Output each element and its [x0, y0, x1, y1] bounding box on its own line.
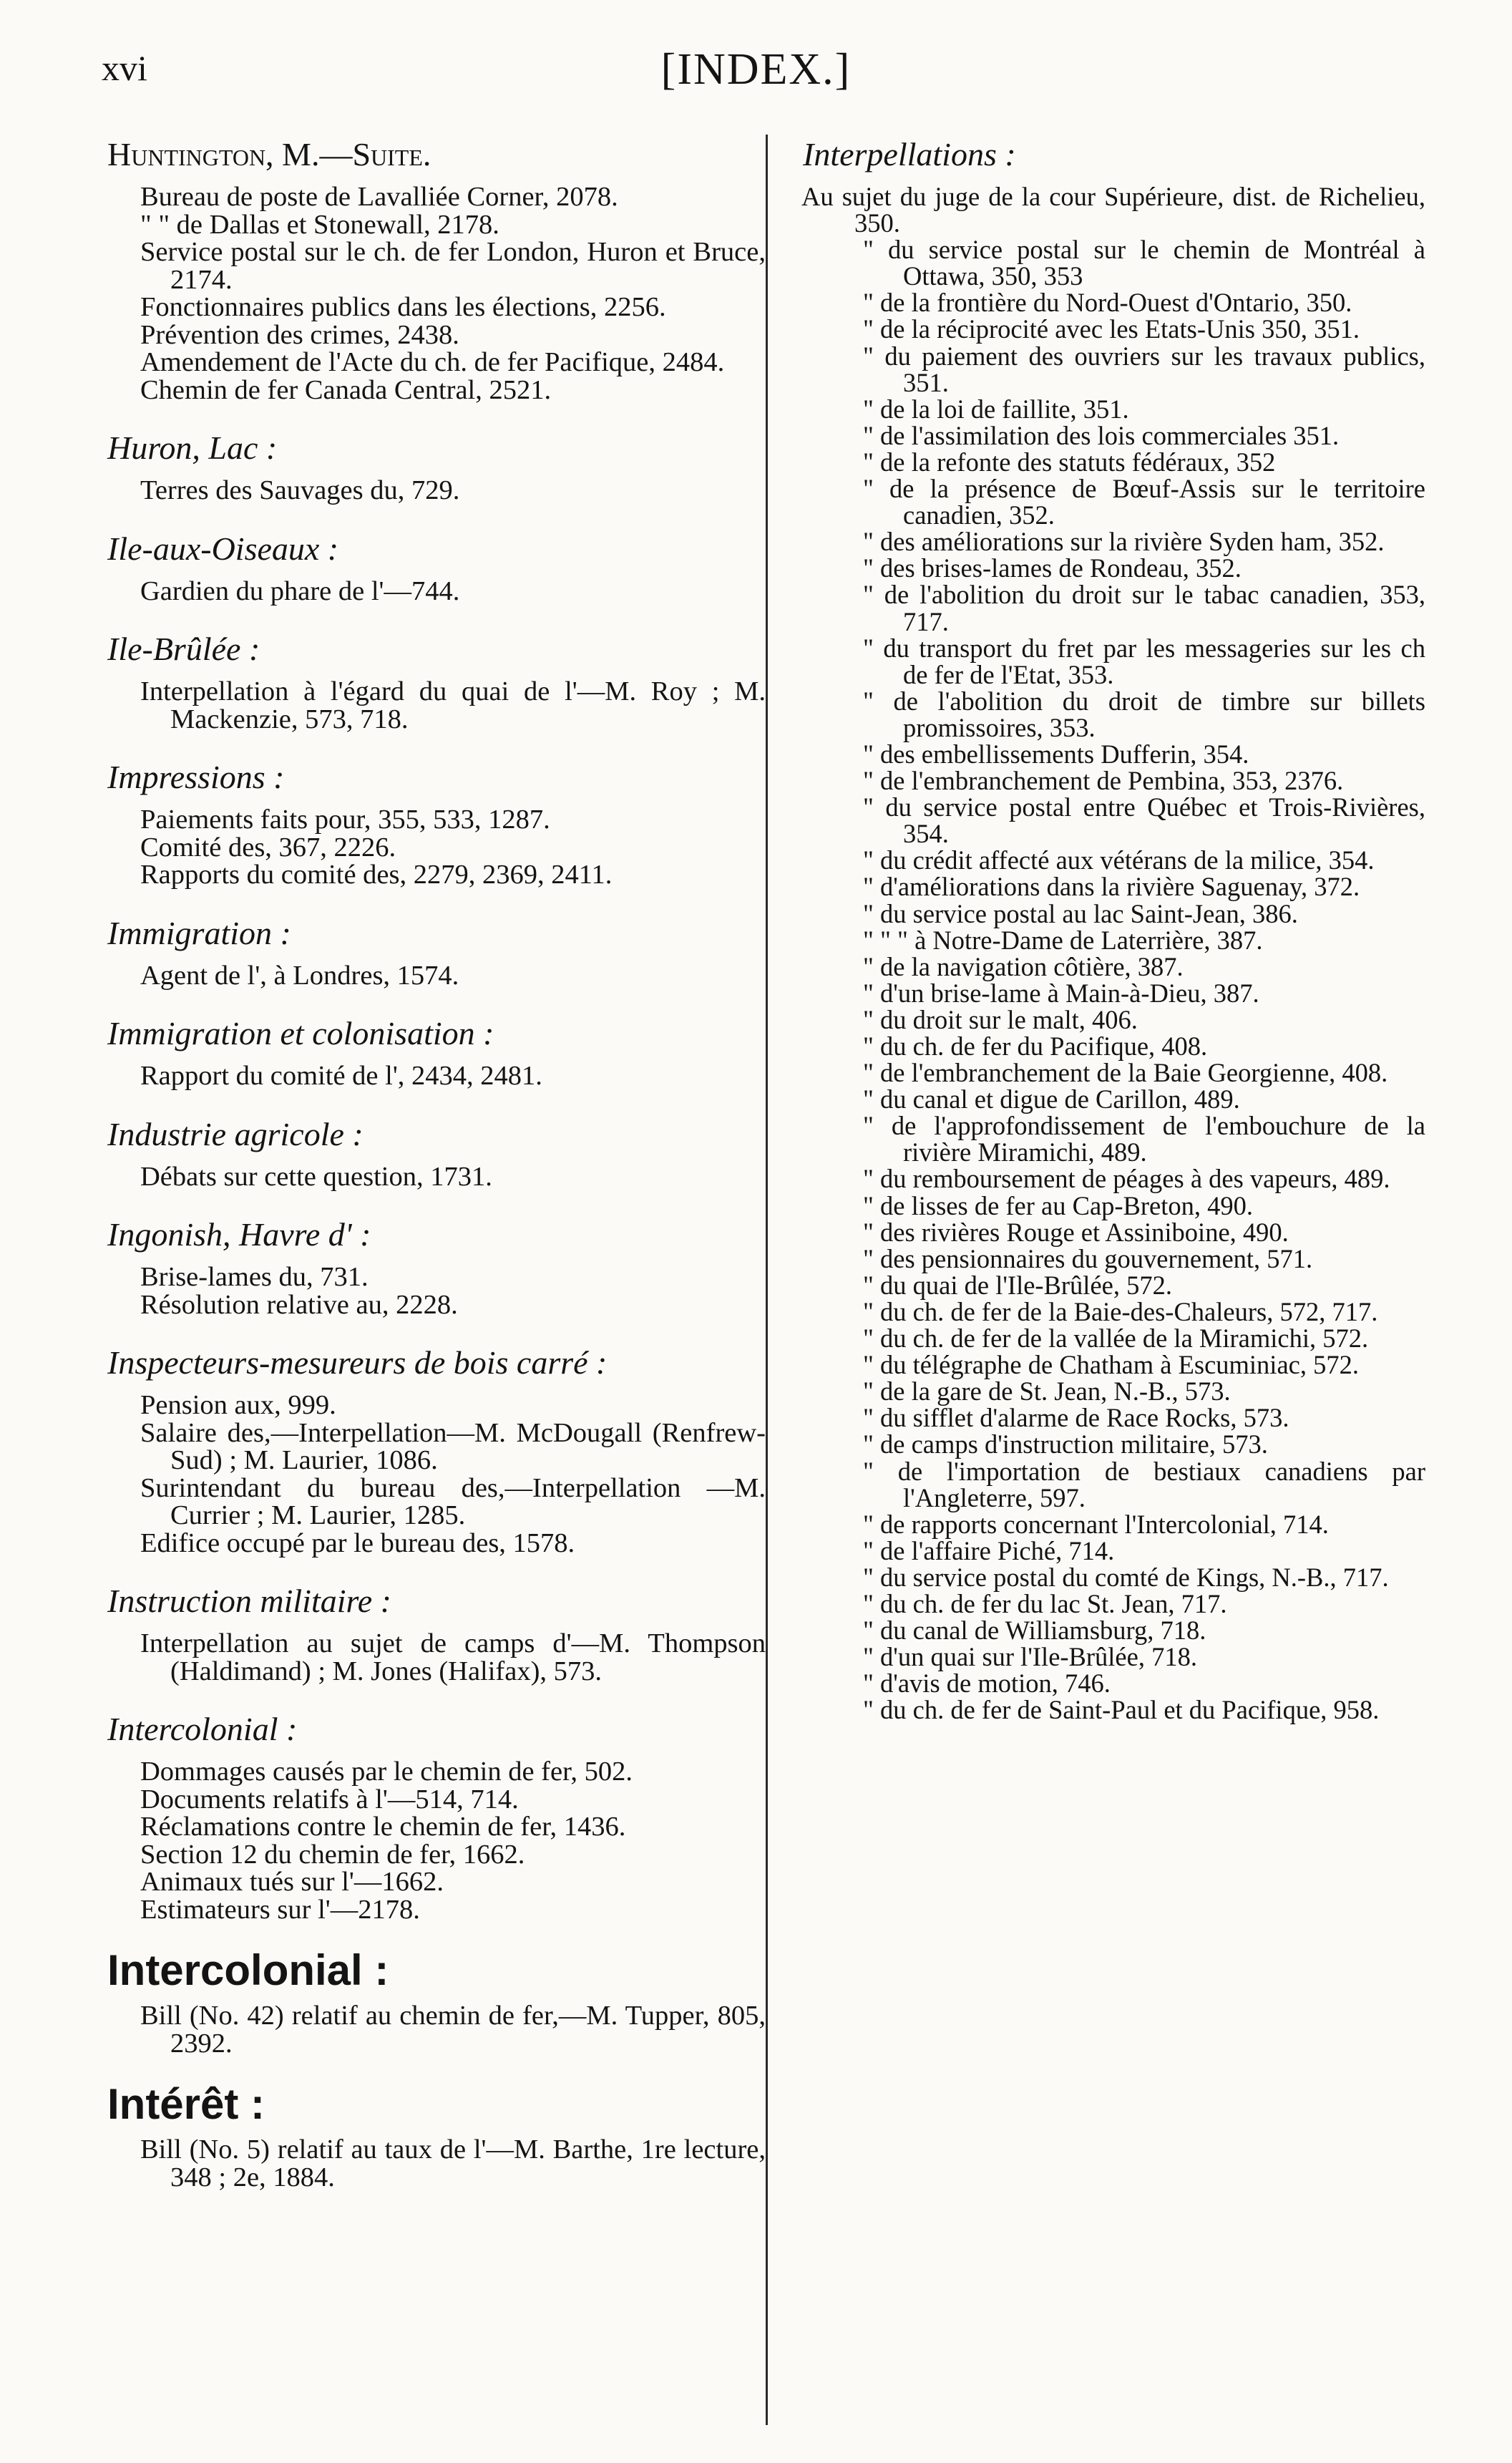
entry-list	[100, 1758, 766, 1923]
index-entry: " d'améliorations dans la rivière Saguenay, 372.	[863, 872, 1360, 902]
index-entry: Chemin de fer Canada Central, 2521.	[140, 374, 552, 405]
entry-list	[100, 1263, 766, 1318]
index-entry: " de lisses de fer au Cap-Breton, 490.	[863, 1190, 1254, 1220]
index-entry: Animaux tués sur l'—1662.	[140, 1867, 444, 1897]
index-entry: Bill (No. 5) relatif au taux de l'—M. Barthe, 1re lecture, 348 ; 2e, 1884.	[140, 2134, 766, 2192]
entry-list	[100, 678, 766, 733]
section-heading: Ile-aux-Oiseaux :	[107, 530, 339, 567]
index-entry: " des rivières Rouge et Assiniboine, 490.	[863, 1217, 1289, 1247]
column-divider	[766, 135, 768, 2425]
index-entry: Brise-lames du, 731.	[140, 1262, 369, 1292]
index-entry: " du crédit affecté aux vétérans de la milice, 354.	[863, 845, 1375, 875]
index-entry: Bureau de poste de Lavalliée Corner, 2078.	[140, 182, 618, 212]
index-entry: " du remboursement de péages à des vapeurs, 489.	[863, 1164, 1390, 1194]
entry-list	[100, 1630, 766, 1685]
entry-list	[100, 1163, 766, 1191]
index-entry: Documents relatifs à l'—514, 714.	[140, 1784, 519, 1815]
index-entry: Interpellation à l'égard du quai de l'—M. Roy ; M. Mackenzie, 573, 718.	[140, 676, 766, 734]
section-heading: Inspecteurs-mesureurs de bois carré :	[107, 1344, 608, 1381]
index-entry: Surintendant du bureau des,—Interpellation —M. Currier ; M. Laurier, 1285.	[140, 1472, 766, 1530]
entry-list	[100, 806, 766, 889]
index-entry: " du télégraphe de Chatham à Escuminiac, 572.	[863, 1350, 1359, 1380]
index-entry: " de la gare de St. Jean, N.-B., 573.	[863, 1376, 1231, 1407]
index-entry: " de l'importation de bestiaux canadiens par l'Angleterre, 597.	[863, 1456, 1425, 1512]
index-entry: " de camps d'instruction militaire, 573.	[863, 1429, 1268, 1459]
section-heading: Ingonish, Havre d' :	[107, 1216, 371, 1253]
index-entry: Interpellation au sujet de camps d'—M. Thompson (Haldimand) ; M. Jones (Halifax), 573.	[140, 1628, 766, 1686]
section-heading-interpellations: Interpellations :	[803, 136, 1016, 173]
index-entry: Prévention des crimes, 2438.	[140, 319, 459, 350]
index-entry: " du paiement des ouvriers sur les travaux publics, 351.	[863, 341, 1425, 397]
index-entry: Au sujet du juge de la cour Supérieure, dist. de Richelieu, 350.	[801, 182, 1425, 238]
index-entry: " du canal de Williamsburg, 718.	[863, 1616, 1206, 1646]
index-entry: " du service postal entre Québec et Trois-Rivières, 354.	[863, 792, 1425, 849]
index-entry: " de l'affaire Piché, 714.	[863, 1535, 1115, 1565]
index-entry: " d'un quai sur l'Ile-Brûlée, 718.	[863, 1642, 1197, 1672]
index-entry: Dommages causés par le chemin de fer, 502.	[140, 1757, 633, 1787]
index-entry: " de l'embranchement de Pembina, 353, 2376.	[863, 766, 1344, 796]
index-entry: " du ch. de fer de la vallée de la Miramichi, 572.	[863, 1323, 1369, 1354]
index-entry: " du service postal du comté de Kings, N.-B., 717.	[863, 1562, 1389, 1592]
index-entry: " des brises-lames de Rondeau, 352.	[863, 553, 1242, 583]
section-heading: Huron, Lac :	[107, 429, 278, 466]
index-entry: Comité des, 367, 2226.	[140, 832, 396, 863]
index-entry: " de la navigation côtière, 387.	[863, 951, 1184, 981]
section-heading: Immigration et colonisation :	[107, 1015, 494, 1051]
entry-list	[100, 183, 766, 404]
index-entry: " du canal et digue de Carillon, 489.	[863, 1084, 1240, 1114]
index-entry: " de l'embranchement de la Baie Georgienne, 408.	[863, 1058, 1388, 1088]
section-heading: Industrie agricole :	[107, 1115, 364, 1152]
index-entry: " " " à Notre-Dame de Laterrière, 387.	[863, 925, 1263, 955]
index-entry: " du quai de l'Ile-Brûlée, 572.	[863, 1270, 1172, 1300]
right-column	[796, 135, 1425, 1723]
index-entry: Rapport du comité de l', 2434, 2481.	[140, 1061, 542, 1091]
index-entry: Edifice occupé par le bureau des, 1578.	[140, 1527, 575, 1558]
index-entry: Amendement de l'Acte du ch. de fer Pacifique, 2484.	[140, 347, 725, 377]
index-entry: " de la réciprocité avec les Etats-Unis 350, 351.	[863, 314, 1360, 344]
index-entry: " de rapports concernant l'Intercolonial, 714.	[863, 1509, 1329, 1539]
section-heading: Intercolonial :	[107, 1946, 389, 1994]
index-entry: " de la refonte des statuts fédéraux, 352	[863, 447, 1276, 477]
index-entry: Section 12 du chemin de fer, 1662.	[140, 1839, 525, 1870]
index-entry: " du sifflet d'alarme de Race Rocks, 573.	[863, 1403, 1289, 1433]
entry-list	[100, 2136, 766, 2191]
index-entry: " du service postal au lac Saint-Jean, 386.	[863, 898, 1298, 928]
index-entry: Estimateurs sur l'—2178.	[140, 1894, 420, 1925]
index-entry: " de l'abolition du droit sur le tabac canadien, 353, 717.	[863, 580, 1425, 636]
index-entry: Débats sur cette question, 1731.	[140, 1161, 492, 1192]
index-entry: " du ch. de fer de Saint-Paul et du Pacifique, 958.	[863, 1695, 1380, 1725]
index-entry: Réclamations contre le chemin de fer, 1436.	[140, 1812, 626, 1842]
entry-list	[100, 477, 766, 505]
index-entry: " des embellissements Dufferin, 354.	[863, 739, 1249, 769]
index-entry: " du transport du fret par les messageries sur les ch de fer de l'Etat, 353.	[863, 633, 1425, 689]
index-entry: " du ch. de fer du Pacifique, 408.	[863, 1031, 1208, 1061]
index-entry: " d'avis de motion, 746.	[863, 1668, 1111, 1699]
index-entry: " du ch. de fer de la Baie-des-Chaleurs, 572, 717.	[863, 1296, 1378, 1326]
entry-list	[100, 2002, 766, 2057]
index-entry: " du droit sur le malt, 406.	[863, 1004, 1138, 1034]
left-column	[100, 135, 766, 2191]
section-heading: Instruction militaire :	[107, 1583, 391, 1619]
section-heading: Intercolonial :	[107, 1711, 298, 1747]
index-entry: " de l'assimilation des lois commerciales 351.	[863, 420, 1340, 450]
index-entry: Résolution relative au, 2228.	[140, 1289, 458, 1320]
section-heading: Intérêt :	[107, 2080, 265, 2128]
index-entry: Gardien du phare de l'—744.	[140, 575, 460, 606]
index-entry: Fonctionnaires publics dans les élections, 2256.	[140, 292, 666, 322]
index-entry: Bill (No. 42) relatif au chemin de fer,—M. Tupper, 805, 2392.	[140, 2001, 766, 2059]
index-entry: Salaire des,—Interpellation—M. McDougall (Renfrew-Sud) ; M. Laurier, 1086.	[140, 1417, 766, 1475]
section-heading: Ile-Brûlée :	[107, 631, 260, 667]
index-entry: " de l'approfondissement de l'embouchure de la rivière Miramichi, 489.	[863, 1111, 1425, 1167]
entry-list	[796, 183, 1425, 1723]
index-entry: " du ch. de fer du lac St. Jean, 717.	[863, 1588, 1227, 1618]
section-heading: Immigration :	[107, 914, 291, 951]
index-entry: " de l'abolition du droit de timbre sur billets promissoires, 353.	[863, 686, 1425, 742]
index-entry: Terres des Sauvages du, 729.	[140, 475, 460, 505]
entry-list	[100, 1391, 766, 1557]
page-number: xvi	[102, 48, 147, 88]
index-entry: " de la présence de Bœuf-Assis sur le territoire canadien, 352.	[863, 474, 1425, 530]
index-entry: " des pensionnaires du gouvernement, 571.	[863, 1243, 1313, 1273]
index-entry: " " de Dallas et Stonewall, 2178.	[140, 209, 499, 240]
entry-list	[100, 962, 766, 990]
index-entry: " de la frontière du Nord-Ouest d'Ontario, 350.	[863, 288, 1352, 318]
index-entry: " d'un brise-lame à Main-à-Dieu, 387.	[863, 978, 1259, 1008]
index-entry: Rapports du comité des, 2279, 2369, 2411.	[140, 860, 613, 890]
index-entry: " de la loi de faillite, 351.	[863, 394, 1129, 424]
index-entry: " du service postal sur le chemin de Montréal à Ottawa, 350, 353	[863, 235, 1425, 291]
index-entry: Agent de l', à Londres, 1574.	[140, 960, 459, 991]
section-heading: Huntington, M.—Suite.	[107, 136, 431, 173]
index-entry: Pension aux, 999.	[140, 1390, 336, 1420]
entry-list	[100, 1062, 766, 1090]
running-head: [INDEX.]	[660, 45, 852, 94]
index-entry: " des améliorations sur la rivière Syden ham, 352.	[863, 527, 1385, 557]
section-heading: Impressions :	[107, 759, 285, 795]
index-entry: Service postal sur le ch. de fer London, Huron et Bruce, 2174.	[140, 237, 766, 295]
entry-list	[100, 575, 766, 606]
index-entry: Paiements faits pour, 355, 533, 1287.	[140, 805, 550, 835]
